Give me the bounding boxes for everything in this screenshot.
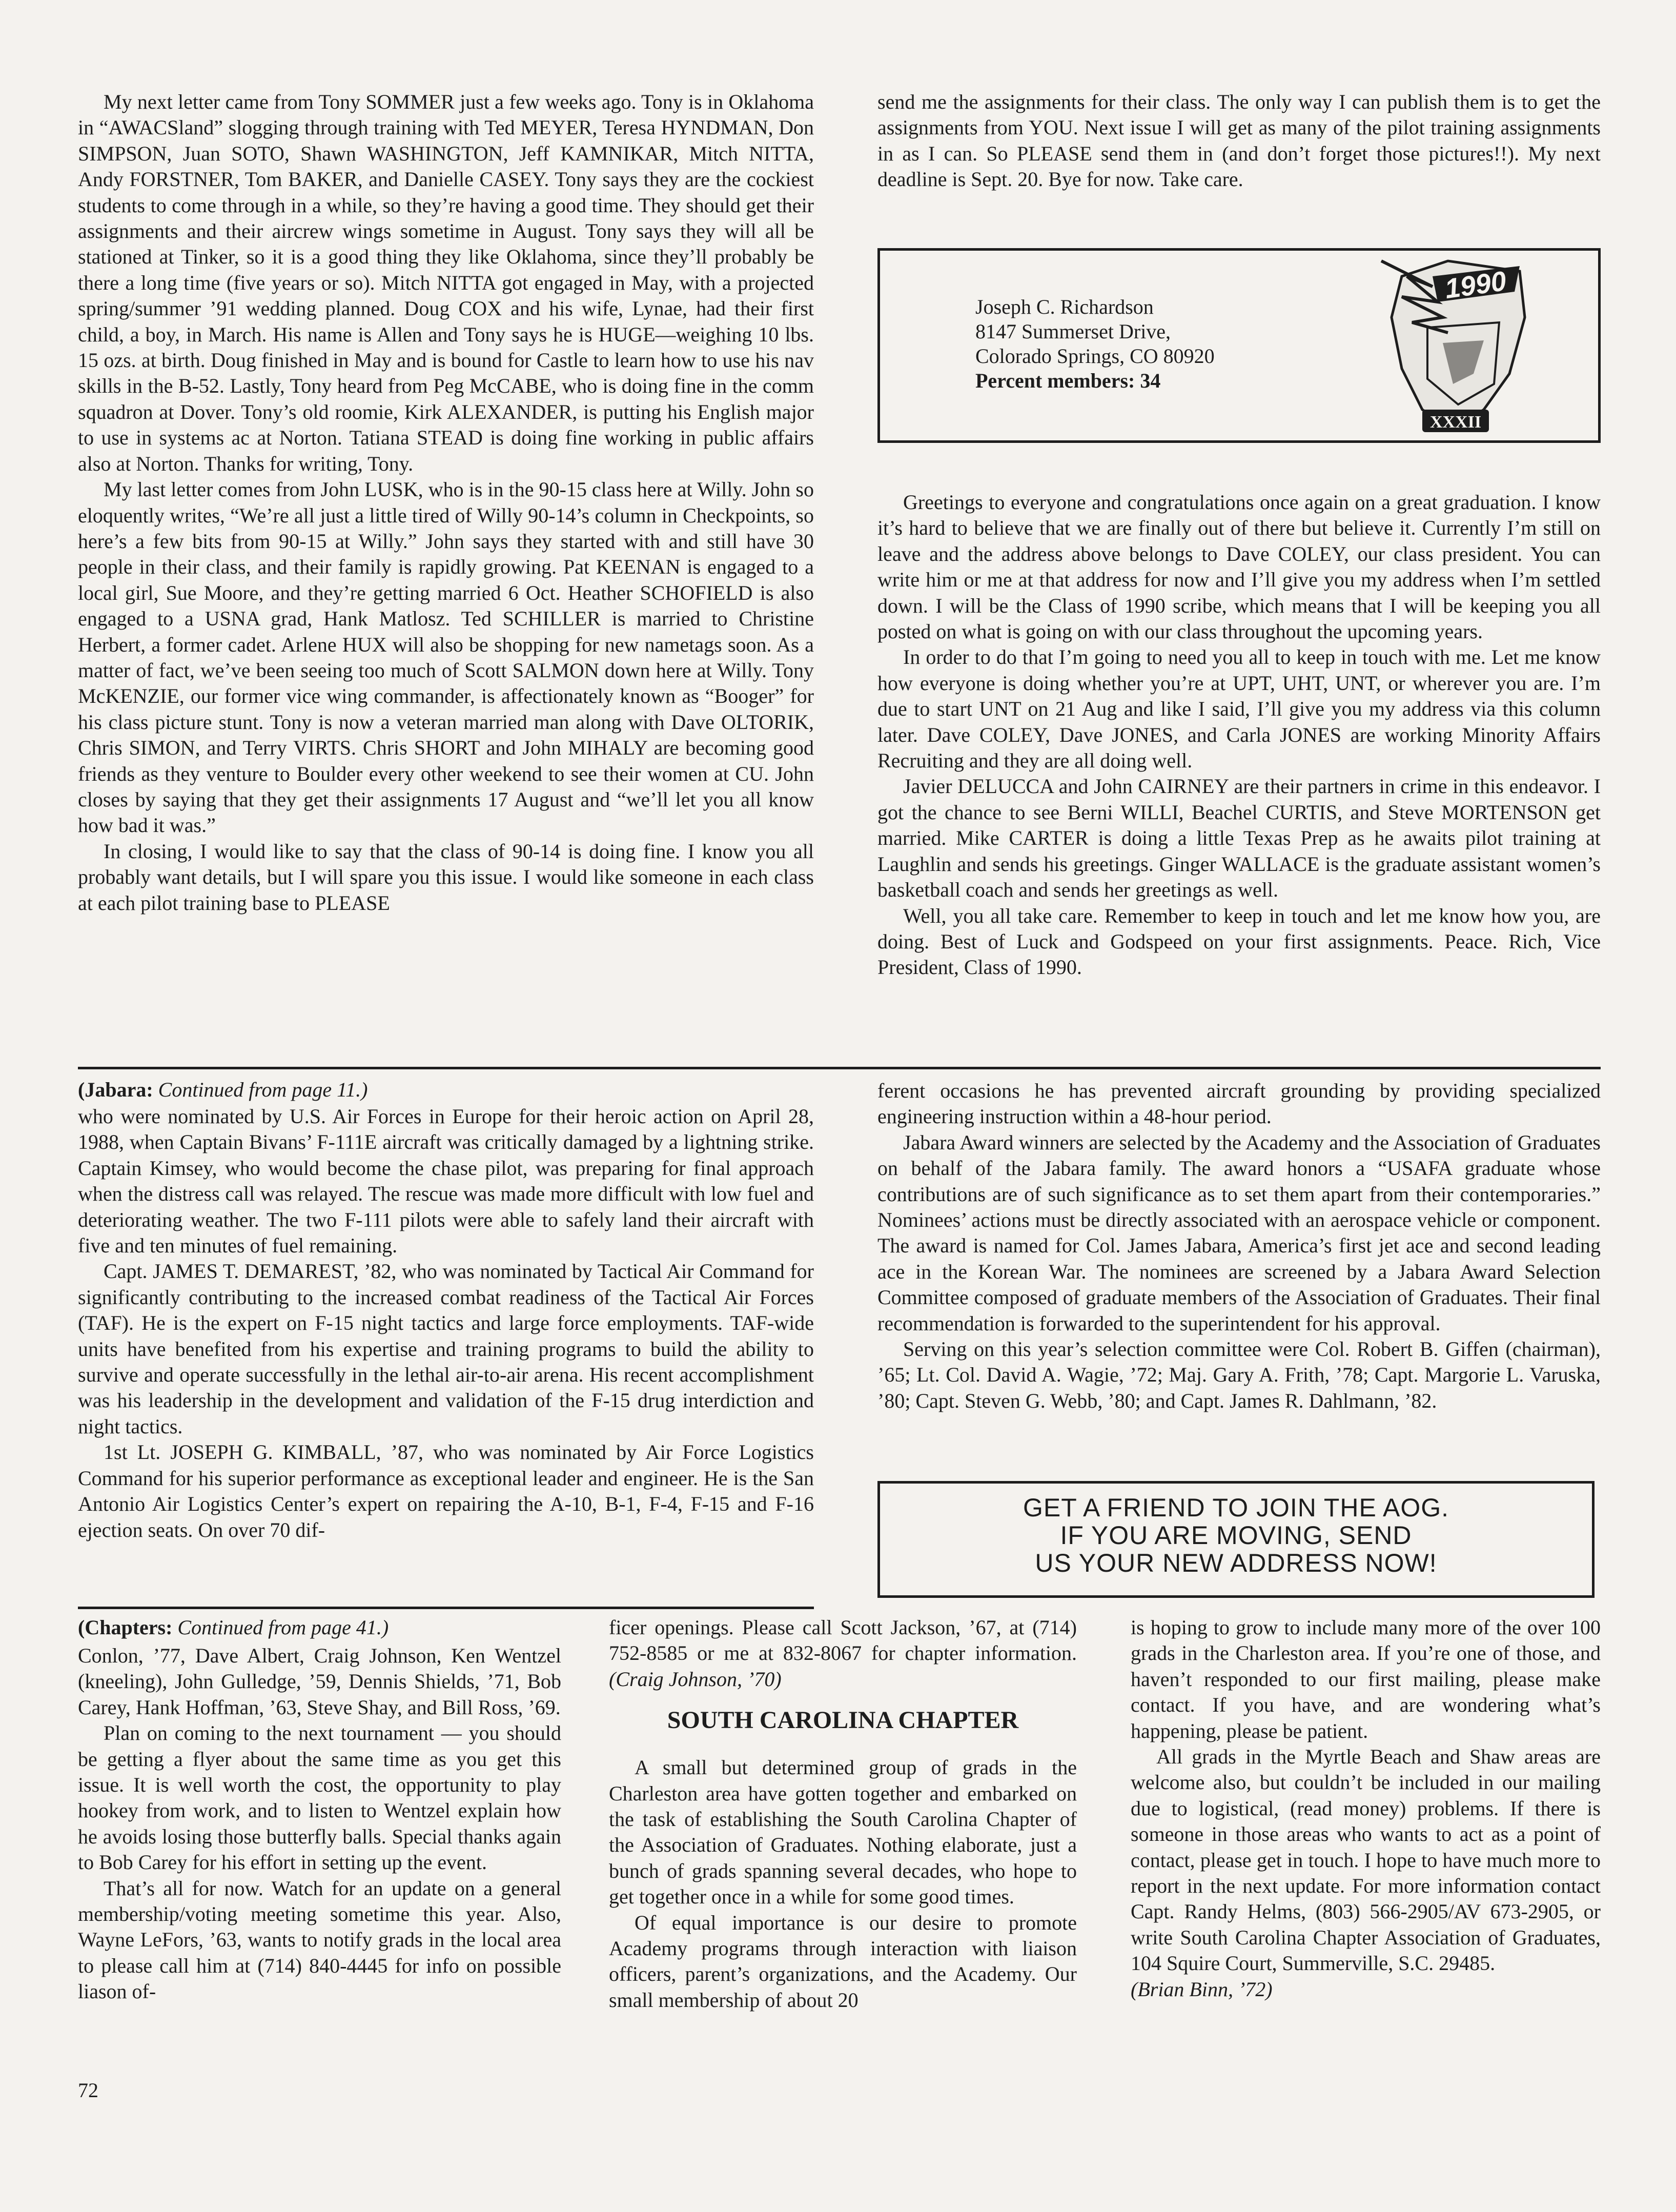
chapters-column-3 <box>1131 1615 1601 2002</box>
byline: (Craig Johnson, ’70) <box>609 1667 782 1691</box>
paragraph: Well, you all take care. Remember to keep in touch and let me know how you, are doing. Best of Luck and Godspeed on your first assignments. Peace. Rich, Vice President, Class of 1990. <box>877 904 1601 979</box>
paragraph: In order to do that I’m going to need you all to keep in touch with me. Let me know how everyone is doing whether you’re at UPT, UHT, UNT, or wherever you are. I’m due to start UNT on 21 Aug and like I said, I’ll give you my address via this column later. Dave COLEY, Dave JONES, and Carla JONES are working Minority Affairs Recruiting and they are all doing well. <box>877 645 1601 773</box>
section-divider <box>78 1607 814 1609</box>
paragraph: Javier DELUCCA and John CAIRNEY are their partners in crime in this endeavor. I got the chance to see Berni WILLI, Beachel CURTIS, and Steve MORTENSON get married. Mike CARTER is doing a little Texas Prep as he awaits pilot training at Laughlin and sends his greetings. Ginger WALLACE is the graduate assistant women’s basketball coach and sends her greetings as well. <box>877 775 1601 902</box>
paragraph: Capt. JAMES T. DEMAREST, ’82, who was nominated by Tactical Air Command for significantly contributing to the increased combat readiness of the Tactical Air Forces (TAF). He is the expert on F-15 night tactics and large force employments. TAF-wide units have benefited from his expertise and training programs to build the ability to survive and operate successfully in the lethal air-to-air arena. His recent accomplishment was his leadership in the development and validation of the F-15 drug interdiction and night tactics. <box>78 1260 814 1438</box>
aog-line: US YOUR NEW ADDRESS NOW! <box>1035 1549 1437 1577</box>
paragraph: That’s all for now. Watch for an update on a general membership/voting meeting sometime this year. Also, Wayne LeFors, ’63, wants to notify grads in the local area to please call him at (714) 840-4445 for info on possible liason of- <box>78 1876 561 2003</box>
paragraph: In closing, I would like to say that the class of 90-14 is doing fine. I know you all probably want details, but I will spare you this issue. I would like someone in each class at each pilot training base to PLEASE <box>78 839 814 915</box>
class-crest-icon <box>1371 256 1530 441</box>
chapters-continued: Continued from page 41.) <box>177 1616 389 1639</box>
chapters-continued-label <box>78 1615 389 1640</box>
paragraph: send me the assignments for their class. The only way I can publish them is to get the assignments from YOU. Next issue I will get as many of the pilot training assignments in as I can. So PLEASE send them in (and don’t forget those pictures!!). My next deadline is Sept. 20. Bye for now. Take care. <box>877 90 1601 191</box>
aog-notice-box <box>877 1481 1595 1598</box>
scribe-street: 8147 Summerset Drive, <box>975 320 1171 343</box>
paragraph: Plan on coming to the next tournament — you should be getting a flyer about the same time as you get this issue. It is well worth the cost, the opportunity to play hookey from work, and to listen to Wentzel explain how he avoids losing those butterfly balls. Special thanks again to Bob Carey for his effort in setting up the event. <box>78 1721 561 1874</box>
jabara-continued-label <box>78 1077 368 1103</box>
paragraph: who were nominated by U.S. Air Forces in Europe for their heroic action on April 28, 1988, when Captain Bivans’ F-111E aircraft was critically damaged by a lightning strike. Captain Kimsey, who would become the chase pilot, was preparing for final approach when the distress call was relayed. The rescue was made more difficult with low fuel and deteriorating weather. The two F-111 pilots were able to safely land their aircraft with five and ten minutes of fuel remaining. <box>78 1105 814 1257</box>
percent-members: Percent members: 34 <box>975 369 1161 392</box>
paragraph: Serving on this year’s selection committee were Col. Robert B. Giffen (chairman), ’65; Lt. Col. David A. Wagie, ’72; Maj. Gary A. Frith, ’78; Capt. Margorie L. Varuska, ’80; Capt. Steven G. Webb, ’80; and Capt. James R. Dahlmann, ’82. <box>877 1337 1601 1412</box>
paragraph: All grads in the Myrtle Beach and Shaw areas are welcome also, but couldn’t be included in our mailing due to logistical, (read money) problems. If there is someone in those areas who wants to act as a point of contact, please get in touch. I hope to have much more to report in the next update. For more information contact Capt. Randy Helms, (803) 566-2905/AV 673-2905, or write South Carolina Chapter Association of Graduates, 104 Squire Court, Summerville, S.C. 29485. <box>1131 1745 1601 1975</box>
chapters-column-2 <box>609 1615 1077 2013</box>
section-divider <box>78 1067 1601 1069</box>
aog-line: IF YOU ARE MOVING, SEND <box>1060 1521 1412 1550</box>
crest-year: 1990 <box>1443 266 1508 305</box>
paragraph: My last letter comes from John LUSK, who is in the 90-15 class here at Willy. John so eloquently writes, “We’re all just a little tired of Willy 90-14’s column in Checkpoints, so here’s a few bits from 90-15 at Willy.” John says they started with and still have 30 people in their class, and their family is rapidly growing. Pat KEENAN is engaged to a local girl, Sue Moore, and they’re getting married 6 Oct. Heather SCHOFIELD is also engaged to a USNA grad, Hank Matlosz. Ted SCHILLER is married to Christine Herbert, a former cadet. Arlene HUX will also be shopping for new nametags soon. As a matter of fact, we’ve been seeing too much of Scott SALMON down here at Willy. Tony McKENZIE, our former vice wing commander, is affectionately known as “Booger” for his class picture stunt. Tony is now a veteran married man along with Dave OLTORIK, Chris SIMON, and Terry VIRTS. Chris SHORT and John MIHALY are becoming good friends as they venture to Boulder every other weekend to see their women at CU. John closes by saying that they get their assignments 17 August and “we’ll let you all know how bad it was.” <box>78 478 814 837</box>
scribe-name: Joseph C. Richardson <box>975 295 1154 318</box>
scribe-address <box>975 295 1215 393</box>
jabara-continued: Continued from page 11.) <box>158 1078 368 1101</box>
paragraph: Jabara Award winners are selected by the Academy and the Association of Graduates on behalf of the Jabara family. The award honors a “USAFA graduate whose contributions are of such significance as to set them apart from their contemporaries.” Nominees’ actions must be directly associated with an aerospace vehicle or component. The award is named for Col. James Jabara, America’s first jet ace and second leading ace in the Korean War. The nominees are screened by a Jabara Award Selection Committee composed of graduate members of the Association of Graduates. Their final recommendation is forwarded to the superintendent for his approval. <box>877 1130 1601 1335</box>
jabara-right-column <box>877 1078 1601 1414</box>
class-1990-address-box <box>877 248 1601 443</box>
paragraph: A small but determined group of grads in the Charleston area have gotten together and embarked on the task of establishing the South Carolina Chapter of the Association of Graduates. Nothing elaborate, just a bunch of grads spanning several decades, who hope to get together once in a while for some good times. <box>609 1756 1077 1909</box>
paragraph: My next letter came from Tony SOMMER just a few weeks ago. Tony is in Oklahoma in “AWACSland” slogging through training with Ted MEYER, Teresa HYNDMAN, Don SIMPSON, Juan SOTO, Shawn WASHINGTON, Jeff KAMNIKAR, Mitch NITTA, Andy FORSTNER, Tom BAKER, and Danielle CASEY. Tony says they are the cockiest students to come through in a while, so they’re having a good time. They should get their assignments and their aircrew wings sometime in August. Tony says they will all be stationed at Tinker, so it is a good thing they like Oklahoma, since they’ll probably be there a long time (five years or so). Mitch NITTA got engaged in May, with a projected spring/summer ’91 wedding planned. Doug COX and his wife, Lynae, had their first child, a boy, in March. His name is Allen and Tony says he is HUGE—weighing 10 lbs. 15 ozs. at birth. Doug finished in May and is bound for Castle to learn how to use his nav skills in the B-52. Lastly, Tony heard from Peg McCABE, who is doing fine in the comm squadron at Dover. Tony’s old roomie, Kirk ALEXANDER, is putting his English major to use in systems ac at Norton. Tatiana STEAD is doing fine working in public affairs also at Norton. Thanks for writing, Tony. <box>78 90 814 475</box>
aog-line: GET A FRIEND TO JOIN THE AOG. <box>1023 1493 1449 1522</box>
paragraph: Conlon, ’77, Dave Albert, Craig Johnson, Ken Wentzel (kneeling), John Gulledge, ’59, Dennis Shields, ’71, Bob Carey, Hank Hoffman, ’63, Steve Shay, and Bill Ross, ’69. <box>78 1644 561 1719</box>
paragraph: Greetings to everyone and congratulations once again on a great graduation. I know it’s hard to believe that we are finally out of there but believe it. Currently I’m still on leave and the address above belongs to Dave COLEY, our class president. You can write him or me at that address for now and I’ll give you my address when I’m settled down. I will be the Class of 1990 scribe, which means that I will be keeping you all posted on what is going on with our class throughout the upcoming years. <box>877 491 1601 643</box>
section-heading: SOUTH CAROLINA CHAPTER <box>667 1707 1019 1734</box>
page-number: 72 <box>78 2079 98 2102</box>
jabara-left-column <box>78 1104 814 1543</box>
paragraph: is hoping to grow to include many more of the over 100 grads in the Charleston area. If you’re one of those, and haven’t responded to our first mailing, please make contact. If you have, and are wondering what’s happening, please be patient. <box>1131 1616 1601 1742</box>
crest-numeral: XXXII <box>1429 413 1482 432</box>
jabara-label: (Jabara: <box>78 1078 153 1101</box>
paragraph <box>609 1615 1077 1692</box>
scribe-city: Colorado Springs, CO 80920 <box>975 344 1215 368</box>
chapters-label: (Chapters: <box>78 1616 173 1639</box>
chapters-column-1 <box>78 1643 561 2005</box>
paragraph: ferent occasions he has prevented aircraft grounding by providing specialized engineering instruction within a 48-hour period. <box>877 1079 1601 1128</box>
class-1990-column <box>877 490 1601 981</box>
paragraph: 1st Lt. JOSEPH G. KIMBALL, ’87, who was nominated by Air Force Logistics Command for his superior performance as exceptional leader and engineer. He is the San Antonio Air Logistics Center’s expert on repairing the A-10, B-1, F-4, F-15 and F-16 ejection seats. On over 70 dif- <box>78 1440 814 1541</box>
paragraph: Of equal importance is our desire to promote Academy programs through interaction with liaison officers, parent’s organizations, and the Academy. Our small membership of about 20 <box>609 1911 1077 2012</box>
byline: (Brian Binn, ’72) <box>1131 1977 1273 2001</box>
chapter-text: ficer openings. Please call Scott Jackson, ’67, at (714) 752-8585 or me at 832-8067 for chapter information. <box>609 1616 1077 1665</box>
class-news-right-continuation <box>877 89 1601 193</box>
class-news-left-column <box>78 89 814 916</box>
